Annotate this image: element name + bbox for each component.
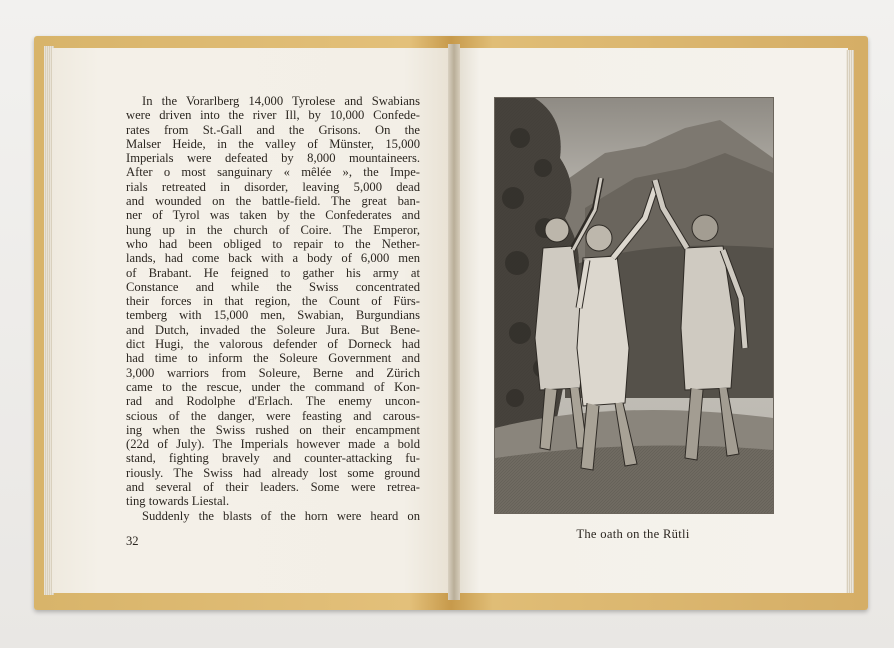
text-line: ner of Tyrol was taken by the Confederates and [126,208,420,223]
text-line: lands, had come back with a body of 6,000 men [126,251,420,266]
text-line: came to the rescue, under the command of Kon- [126,379,420,394]
text-line: had time to inform the Soleure Government and [126,351,420,366]
text-line: Imperials were defeated by 8,000 mountaineers. [126,151,420,166]
text-line: rad and Rodolphe d'Erlach. The enemy uncon- [126,394,420,409]
text-line: Constance and while the Swiss concentrated [126,279,420,294]
text-line: rates from St.-Gall and the Grisons. On the [126,122,420,137]
right-page-edges [846,50,854,593]
text-line: stand, fighting bravely and counter-attacking fu- [126,451,420,466]
text-line: and wounded on the battle-field. The great ban- [126,194,420,209]
text-line: riously. The Swiss had already lost some ground [126,465,420,480]
text-line: Malser Heide, in the valley of Münster, 15,000 [126,136,420,151]
text-line: After o most sanguinary « mêlée », the Impe- [126,165,420,180]
text-line: dict Hugi, the valorous defender of Dorneck had [126,337,420,352]
text-line: were driven into the river Ill, by 10,000 Confede- [126,108,420,123]
text-line: (22d of July). The Imperials however made a bold [126,437,420,452]
text-line: Suddenly the blasts of the horn were heard on [142,508,420,523]
body-text [126,94,420,523]
text-line: ting towards Liestal. [126,494,230,509]
text-line: who had been obliged to repair to the Nether- [126,236,420,251]
text-line: and Dutch, invaded the Soleure Jura. But Bene- [126,322,420,337]
text-line: scious of the danger, were feasting and carous- [126,408,420,423]
text-line: rials retreated in disorder, leaving 5,000 dead [126,179,420,194]
text-line: ing when the Swiss rushed on their encampment [126,422,420,437]
text-line: In the Vorarlberg 14,000 Tyrolese and Swabians [142,94,420,108]
text-line: and several of their leaders. Some were retrea- [126,480,420,495]
text-line: of Brabant. He feigned to gather his army at [126,265,420,280]
text-line: temberg with 15,000 men, Swabian, Burgundians [126,308,420,323]
text-line: 3,000 warriors from Soleure, Berne and Zürich [126,365,420,380]
illustration-caption: The oath on the Rütli [576,527,690,541]
page-number: 32 [126,534,139,548]
book-spine-gutter [448,44,460,600]
engraving-illustration [494,97,774,514]
text-line: hung up in the church of Coire. The Emperor, [126,222,420,237]
text-line: their forces in that region, the Count of Fürs- [126,294,420,309]
